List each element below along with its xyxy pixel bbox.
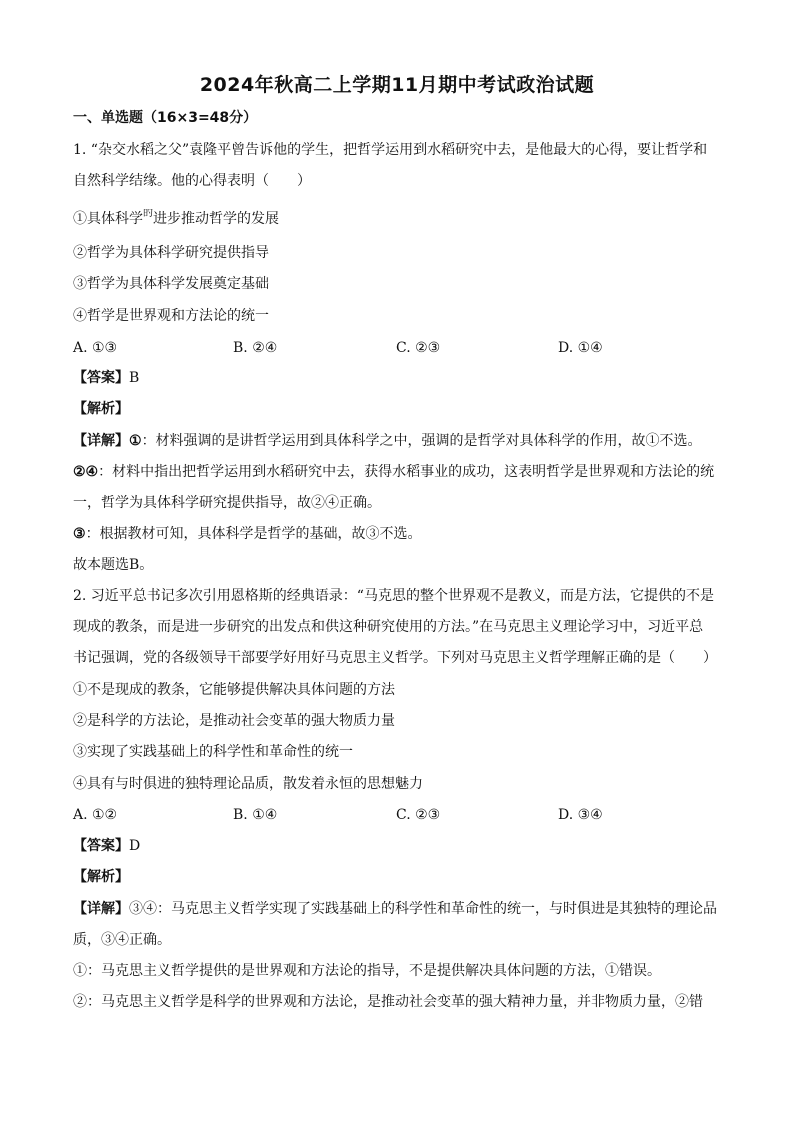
q1-detail-line-3: 一，哲学为具体科学研究提供指导，故②④正确。 <box>73 495 381 511</box>
q1-analysis-label <box>73 399 733 419</box>
q1-options <box>73 338 733 358</box>
q2-answer-label: 【答案】 <box>73 838 129 854</box>
q1-stem-line-1: 1. “杂交水稻之父”袁隆平曾告诉他的学生，把哲学运用到水稻研究中去，是他最大的心得，要让哲学和 <box>73 142 708 158</box>
q2-stem-line-2: 现成的教条，而是进一步研究的出发点和供这种研究使用的方法。”在马克思主义理论学习中，习近平总 <box>73 619 704 635</box>
q1-detail-2-text: ：材料中指出把哲学运用到水稻研究中去，获得水稻事业的成功，这表明哲学是世界观和方法论的统 <box>98 464 715 480</box>
q2-detail-line-3: ①：马克思主义哲学提供的是世界观和方法论的指导，不是提供解决具体问题的方法，①错误。 <box>73 963 661 979</box>
q1-detail-4-text: ：根据教材可知，具体科学是哲学的基础，故③不选。 <box>85 526 422 542</box>
q2-analysis-text: 【解析】 <box>73 869 129 885</box>
q1-option-b: B. ②④ <box>233 340 278 356</box>
q2-statement-1: ①不是现成的教条，它能够提供解决具体问题的方法 <box>73 682 395 698</box>
q1-conclusion: 故本题选B。 <box>73 557 154 573</box>
q1-answer-value: B <box>129 370 140 386</box>
q1-statement-1-sup: 的 <box>143 209 153 219</box>
q2-detail-1-text: ③④：马克思主义哲学实现了实践基础上的科学性和革命性的统一，与时俱进是其独特的理论品 <box>129 901 717 917</box>
q2-option-c: C. ②③ <box>396 807 441 823</box>
q2-detail-line-4: ②：马克思主义哲学是科学的世界观和方法论，是推动社会变革的强大精神力量，并非物质力量，②错 <box>73 994 703 1010</box>
q1-option-a: A. ①③ <box>73 340 118 356</box>
q2-statement-2: ②是科学的方法论，是推动社会变革的强大物质力量 <box>73 713 395 729</box>
q2-answer-value: D <box>129 838 141 854</box>
q1-statement-2: ②哲学为具体科学研究提供指导 <box>73 245 269 261</box>
q2-option-b: B. ①④ <box>233 807 278 823</box>
q2-answer <box>73 836 733 856</box>
q1-detail-2-mark: ②④ <box>73 464 99 480</box>
q1-detail-4-mark: ③ <box>73 526 86 542</box>
q1-detail-1-mark: ① <box>129 433 142 449</box>
q1-option-d: D. ①④ <box>558 340 603 356</box>
q2-stem-line-3: 书记强调，党的各级领导干部要学好用好马克思主义哲学。下列对马克思主义哲学理解正确的是（ ） <box>73 650 717 666</box>
q1-detail-line-1 <box>73 431 733 451</box>
q2-analysis-label <box>73 867 733 887</box>
q1-answer <box>73 368 733 388</box>
section-header: 一、单选题（16×3=48分） <box>73 110 258 126</box>
q1-detail-line-4 <box>73 524 733 544</box>
q2-stem-line-1: 2. 习近平总书记多次引用恩格斯的经典语录：“马克思的整个世界观不是教义，而是方法，它提供的不是 <box>73 588 714 604</box>
q1-statement-4: ④哲学是世界观和方法论的统一 <box>73 308 269 324</box>
page-title: 2024年秋高二上学期11月期中考试政治试题 <box>199 74 595 96</box>
q2-detail-label: 【详解】 <box>73 901 129 917</box>
q1-statement-1-post: 进步推动哲学的发展 <box>153 211 279 227</box>
q1-statement-1 <box>73 209 733 231</box>
q1-stem-line-2: 自然科学结缘。他的心得表明（ ） <box>73 173 311 189</box>
q2-options <box>73 805 733 825</box>
q1-detail-line-2 <box>73 462 733 482</box>
q1-option-c: C. ②③ <box>396 340 441 356</box>
q1-detail-label: 【详解】 <box>73 433 129 449</box>
q2-detail-line-1 <box>73 899 733 919</box>
q1-analysis-text: 【解析】 <box>73 401 129 417</box>
q2-detail-line-2: 质，③④正确。 <box>73 932 171 948</box>
q2-statement-3: ③实现了实践基础上的科学性和革命性的统一 <box>73 744 353 760</box>
q2-option-a: A. ①② <box>73 807 118 823</box>
q2-option-d: D. ③④ <box>558 807 603 823</box>
q1-statement-1-pre: ①具体科学 <box>73 211 143 227</box>
q1-answer-label: 【答案】 <box>73 370 129 386</box>
q1-statement-3: ③哲学为具体科学发展奠定基础 <box>73 276 269 292</box>
q2-statement-4: ④具有与时俱进的独特理论品质，散发着永恒的思想魅力 <box>73 776 423 792</box>
q1-detail-1-text: ：材料强调的是讲哲学运用到具体科学之中，强调的是哲学对具体科学的作用，故①不选。 <box>141 433 702 449</box>
